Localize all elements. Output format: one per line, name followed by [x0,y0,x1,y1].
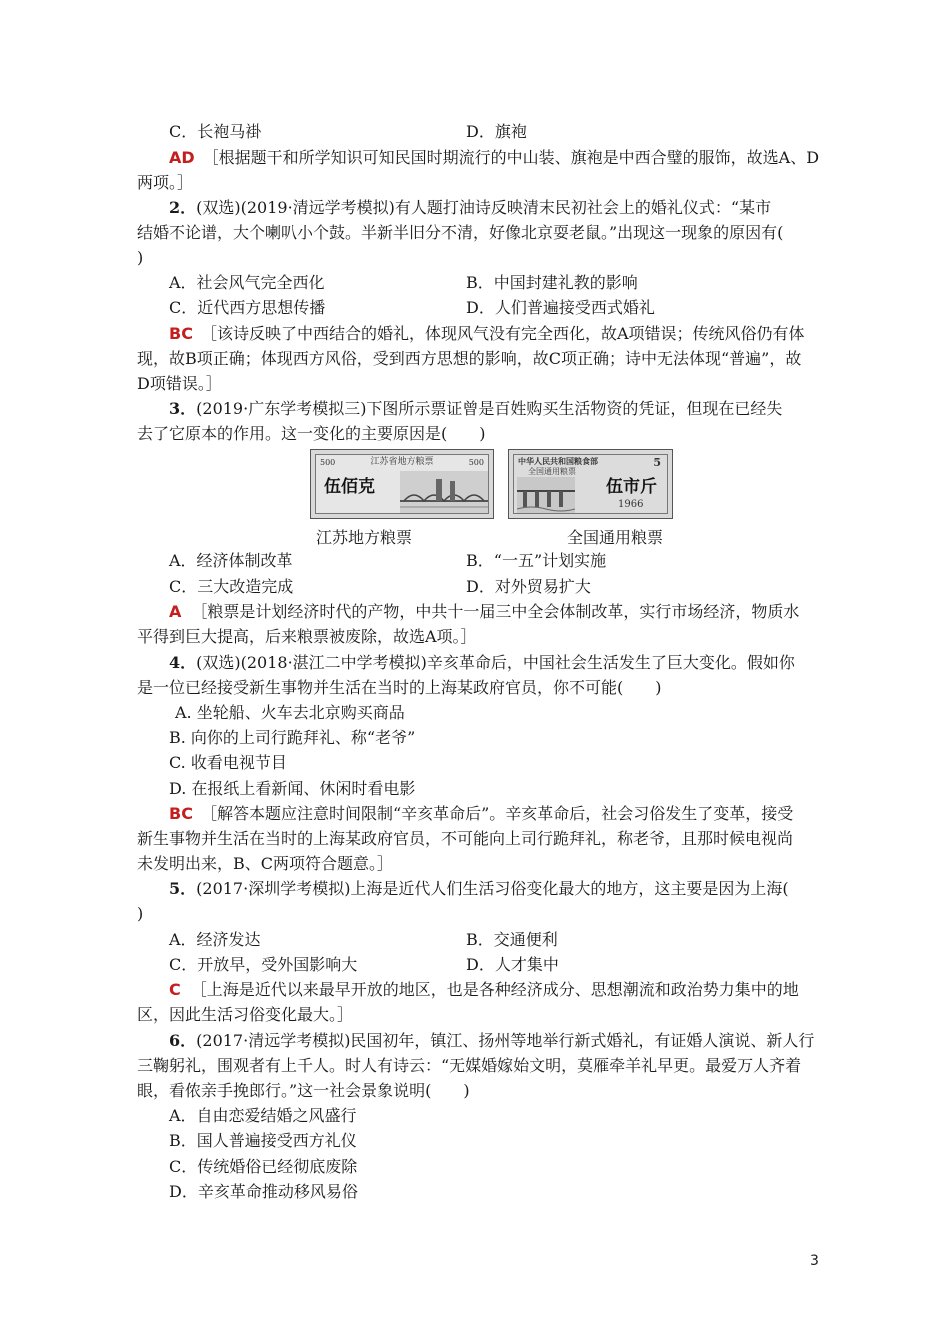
page-number: 3 [810,1253,819,1269]
q4-explanation-cont: 新生事物并生活在当时的上海某政府官员，不可能向上司行跪拜礼，称老爷，且那时候电视尚 [137,829,794,848]
q2-explanation-cont2: D项错误。］ [137,374,222,393]
q5-option-d: D．人才集中 [466,955,559,974]
q5-explanation: ［上海是近代以来最早开放的地区，也是各种经济成分、思想潮流和政治势力集中的地 [190,980,799,999]
q1-answer: AD [169,148,195,167]
q6-option-a: A．自由恋爱结婚之风盛行 [169,1106,357,1125]
q5-stem-text: (2017·深圳学考模拟)上海是近代人们生活习俗变化最大的地方，这主要是因为上海( [196,879,789,898]
q2-option-c: C．近代西方思想传播 [169,298,326,317]
jiangsu-grain-ticket-image [310,449,494,519]
q2-option-a: A．社会风气完全西化 [169,273,325,292]
q5-stem [169,878,789,900]
q2-explanation-cont: 现，故B项正确；体现西方风俗，受到西方思想的影响，故C项正确；诗中无法体现“普遍”，故 [137,349,802,368]
ticket-right-header1: 中华人民共和国粮食部 [518,456,598,466]
q4-answer-line [169,803,793,825]
ticket-right-caption: 全国通用粮票 [567,528,664,547]
q3-option-b: B．“一五”计划实施 [466,551,607,570]
q3-option-a: A．经济体制改革 [169,551,293,570]
q6-option-c: C．传统婚俗已经彻底废除 [169,1157,358,1176]
q3-answer-line [169,601,799,623]
q4-explanation-cont2: 未发明出来，B、C两项符合题意。］ [137,854,394,873]
ticket-left-denom-right: 500 [468,458,484,467]
ticket-left-denom-left: 500 [320,458,336,467]
q2-stem-text: (双选)(2019·清远学考模拟)有人题打油诗反映清末民初社会上的婚礼仪式：“某市 [196,198,772,217]
ticket-right-header2: 全国通用粮票 [528,467,576,476]
ticket-left-header: 江苏省地方粮票 [370,457,434,467]
q4-option-c: C. 收看电视节目 [169,753,287,772]
q6-stem [169,1030,814,1052]
q4-option-a: A. 坐轮船、火车去北京购买商品 [175,703,405,722]
q1-explanation: ［根据题干和所学知识可知民国时期流行的中山装、旗袍是中西合璧的服饰，故选A、D [202,148,820,167]
q5-option-a: A．经济发达 [169,930,261,949]
q6-option-d: D．辛亥革命推动移风易俗 [169,1182,358,1201]
q4-stem-cont: 是一位已经接受新生事物并生活在当时的上海某政府官员，你不可能( ) [137,678,662,697]
q1-answer-line [169,147,819,169]
q5-option-b: B．交通便利 [466,930,558,949]
q3-explanation-cont: 平得到巨大提高，后来粮票被废除，故选A项。］ [137,627,477,646]
q2-answer-line [169,323,805,345]
q4-option-b: B. 向你的上司行跪拜礼、称“老爷” [169,728,416,747]
ticket-left-value: 伍佰克 [324,477,375,497]
q3-option-d: D．对外贸易扩大 [466,577,591,596]
q4-option-d: D. 在报纸上看新闻、休闲时看电影 [169,779,416,798]
ticket-right-value: 伍市斤 [606,477,657,497]
q3-stem-text: (2019·广东学考模拟三)下图所示票证曾是百姓购买生活物资的凭证，但现在已经失 [196,399,783,418]
q3-stem [169,398,782,420]
q4-number: 4． [169,653,197,672]
q5-explanation-cont: 区，因此生活习俗变化最大。］ [137,1005,354,1024]
q5-option-c: C．开放早，受外国影响大 [169,955,358,974]
q5-answer: C [169,980,181,999]
q6-stem-text: (2017·清远学考模拟)民国初年，镇江、扬州等地举行新式婚礼，有证婚人演说、新人行 [196,1031,815,1050]
q4-stem [169,652,795,674]
q2-stem-cont: 结婚不论谱，大个喇叭小个鼓。半新半旧分不清，好像北京耍老鼠。”出现这一现象的原因有( [137,223,784,242]
q3-option-c: C．三大改造完成 [169,577,294,596]
q6-stem-cont: 三鞠躬礼，围观者有上千人。时人有诗云：“无媒婚嫁始文明，莫雁牵羊礼早更。最爱万人齐着 [137,1056,802,1075]
national-grain-ticket-image [508,449,673,519]
q3-explanation: ［粮票是计划经济时代的产物，中共十一届三中全会体制改革，实行市场经济，物质水 [191,602,800,621]
ticket-left-caption: 江苏地方粮票 [316,528,413,547]
q5-number: 5． [169,879,197,898]
dam-illustration-icon [517,477,575,513]
q1-option-c: C．长袍马褂 [169,122,262,141]
q2-number: 2． [169,198,197,217]
q3-answer: A [169,602,182,621]
bridge-illustration-icon [400,471,488,513]
q6-number: 6． [169,1031,197,1050]
q6-stem-cont2: 眼，看侬亲手挽郎行。”这一社会景象说明( ) [137,1081,470,1100]
ticket-right-year: 1966 [618,499,644,510]
q5-stem-cont: ) [137,904,144,923]
q2-stem [169,197,771,219]
q5-answer-line [169,979,799,1001]
q2-answer: BC [169,324,193,343]
q2-stem-cont2: ) [137,248,144,267]
q3-stem-cont: 去了它原本的作用。这一变化的主要原因是( ) [137,424,486,443]
q2-explanation: ［该诗反映了中西结合的婚礼，体现风气没有完全西化，故A项错误；传统风俗仍有体 [200,324,805,343]
q3-number: 3． [169,399,197,418]
q4-explanation: ［解答本题应注意时间限制“辛亥革命后”。辛亥革命后，社会习俗发生了变革，接受 [200,804,794,823]
ticket-right-denom: 5 [653,456,661,469]
q4-stem-text: (双选)(2018·湛江二中学考模拟)辛亥革命后，中国社会生活发生了巨大变化。假如你 [196,653,795,672]
q4-answer: BC [169,804,193,823]
q1-explanation-cont: 两项。］ [137,173,194,192]
q1-option-d: D．旗袍 [466,122,527,141]
q2-option-d: D．人们普遍接受西式婚礼 [466,298,655,317]
q2-option-b: B．中国封建礼教的影响 [466,273,638,292]
q6-option-b: B．国人普遍接受西方礼仪 [169,1131,357,1150]
